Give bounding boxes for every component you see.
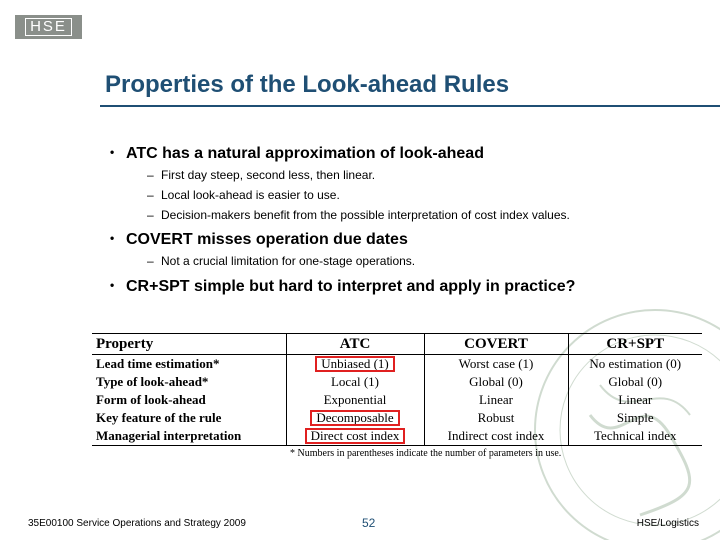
header-property: Property [92, 334, 286, 355]
table-header-row [92, 334, 702, 355]
table-row [92, 373, 702, 391]
crspt-cell: Technical index [568, 427, 702, 446]
header-covert: COVERT [424, 334, 568, 355]
hse-logo [15, 15, 82, 39]
covert-cell: Linear [424, 391, 568, 409]
bullet-atc: • ATC has a natural approximation of look-ahead [110, 145, 484, 162]
covert-cell: Global (0) [424, 373, 568, 391]
highlight-box: Decomposable [310, 410, 399, 426]
table-row [92, 409, 702, 427]
properties-table [92, 333, 702, 446]
bullet-marker: • [110, 231, 115, 245]
property-cell: Key feature of the rule [92, 409, 286, 427]
logo-text: HSE [25, 18, 72, 36]
atc-cell [286, 355, 424, 374]
table-row [92, 391, 702, 409]
property-cell: Form of look-ahead [92, 391, 286, 409]
highlight-box: Direct cost index [305, 428, 406, 444]
atc-cell [286, 427, 424, 446]
page-title: Properties of the Look-ahead Rules [105, 71, 510, 98]
sub-bullet: – Local look-ahead is easier to use. [147, 188, 340, 202]
atc-cell [286, 409, 424, 427]
sub-bullet: – First day steep, second less, then linear. [147, 168, 376, 182]
highlight-box: Unbiased (1) [315, 356, 395, 372]
covert-cell: Indirect cost index [424, 427, 568, 446]
table-row [92, 427, 702, 446]
sub-bullet: – Decision-makers benefit from the possible interpretation of cost index values. [147, 208, 570, 222]
header-crspt: CR+SPT [568, 334, 702, 355]
property-cell: Managerial interpretation [92, 427, 286, 446]
sub-bullet: – Not a crucial limitation for one-stage operations. [147, 254, 416, 268]
bullet-marker: • [110, 145, 115, 159]
atc-cell: Local (1) [286, 373, 424, 391]
table-row [92, 355, 702, 374]
crspt-cell: No estimation (0) [589, 356, 682, 371]
property-cell: Lead time estimation* [92, 355, 286, 374]
bullet-covert: • COVERT misses operation due dates [110, 231, 408, 248]
property-cell: Type of look-ahead* [92, 373, 286, 391]
footer-course: 35E00100 Service Operations and Strategy 2009 [28, 518, 246, 529]
header-atc: ATC [286, 334, 424, 355]
bullet-marker: • [110, 278, 115, 292]
crspt-cell: Linear [618, 392, 653, 407]
crspt-cell: Global (0) [608, 374, 663, 389]
bullet-crspt: • CR+SPT simple but hard to interpret and apply in practice? [110, 278, 576, 295]
covert-cell: Worst case (1) [424, 355, 568, 374]
crspt-cell: Simple [616, 410, 654, 425]
footer-department: HSE/Logistics [636, 518, 699, 529]
covert-cell: Robust [424, 409, 568, 427]
table-footnote: * Numbers in parentheses indicate the number of parameters in use. [290, 448, 562, 459]
title-divider [100, 105, 720, 107]
atc-cell: Exponential [286, 391, 424, 409]
page-number: 52 [362, 516, 376, 530]
